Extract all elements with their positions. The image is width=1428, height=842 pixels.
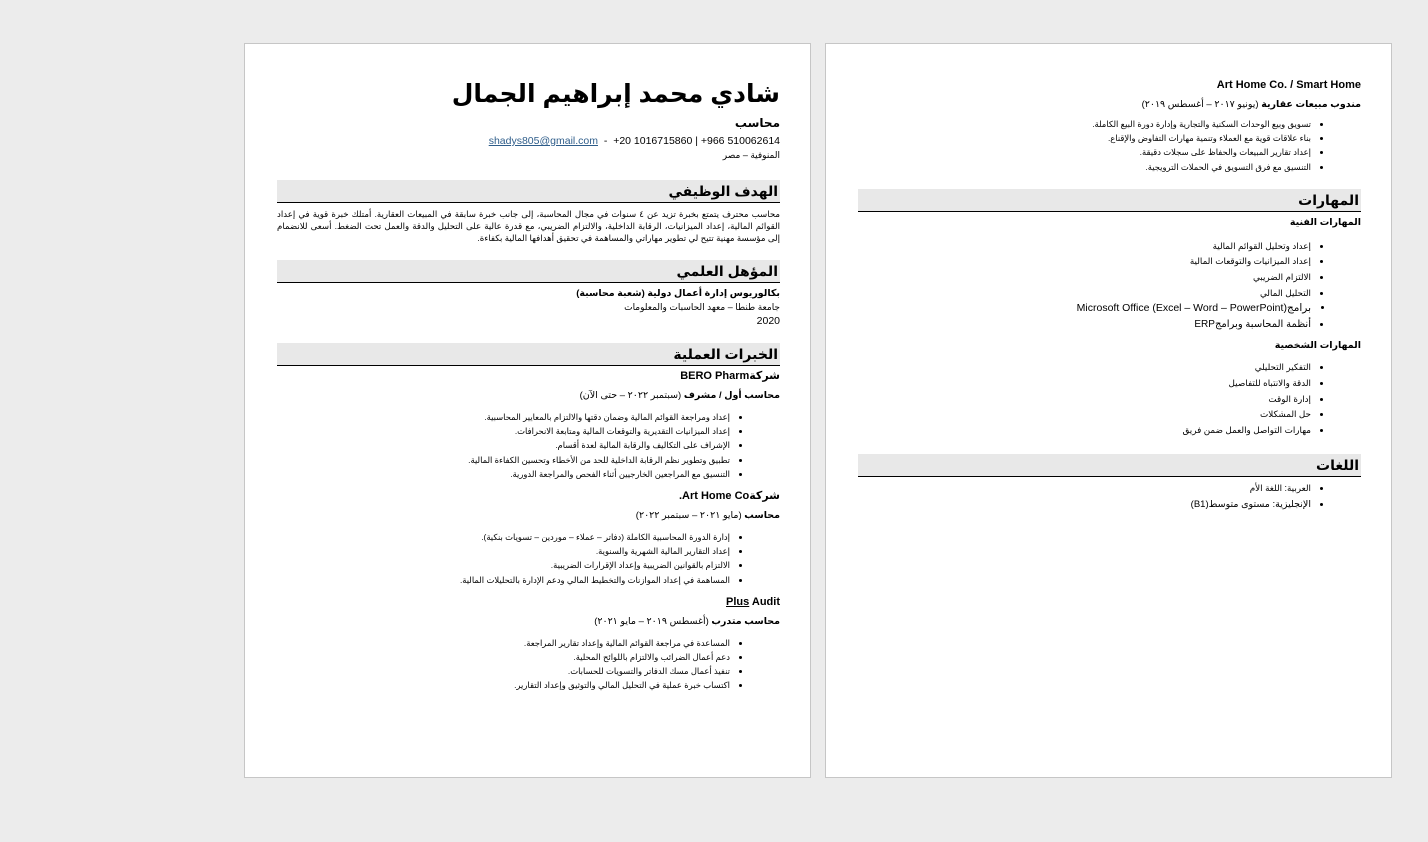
- list-item: • تسويق وبيع الوحدات السكنية والتجارية وإدارة دورة البيع الكاملة.: [858, 117, 1311, 131]
- education-heading: المؤهل العلمي: [277, 260, 780, 283]
- list-item: • حل المشكلات: [858, 407, 1311, 423]
- list-item: • برامج(Microsoft Office (Excel – Word – PowerPoint: [858, 301, 1311, 317]
- job-3-company: [277, 595, 780, 610]
- sales-job-period: (يونيو ٢٠١٧ – أغسطس ٢٠١٩): [1141, 99, 1259, 110]
- list-item: • التنسيق مع المراجعين الخارجيين أثناء الفحص والمراجعة الدورية.: [277, 467, 730, 481]
- list-item: • المساهمة في إعداد الموازنات والتخطيط المالي ودعم الإدارة بالتحليلات المالية.: [277, 573, 730, 587]
- job-3-company-rest: Audit: [751, 595, 780, 608]
- list-item: • دعم أعمال الضرائب والالتزام باللوائح المحلية.: [277, 650, 730, 664]
- list-item: • بناء علاقات قوية مع العملاء وتنمية مهارات التفاوض والإقناع.: [858, 131, 1311, 145]
- job-3-period: (أغسطس ٢٠١٩ – مايو ٢٠٢١): [594, 615, 709, 627]
- list-item: • إعداد الميزانيات التقديرية والتوقعات المالية ومتابعة الانحرافات.: [277, 424, 730, 438]
- list-item: • تنفيذ أعمال مسك الدفاتر والتسويات للحسابات.: [277, 664, 730, 678]
- job-3-bullets: [277, 636, 780, 693]
- list-item: • الالتزام بالقوانين الضريبية وإعداد الإقرارات الضريبية.: [277, 558, 730, 572]
- languages-list: [858, 481, 1361, 512]
- list-item: • إعداد الميزانيات والتوقعات المالية: [858, 254, 1311, 270]
- technical-skills-heading: المهارات الفنية: [1289, 216, 1361, 228]
- objective-text: محاسب محترف يتمتع بخبرة تزيد عن ٤ سنوات في مجال المحاسبة، إلى جانب خبرة سابقة في المبيعات العقارية. أمتلك خبرة قوية في إعداد القوائم المالية، إعداد الميزانيات، الرقابة الداخلية، والالتزام الضريبي، مع قدرة عالية على التحليل والدقة والعمل تحت الضغط. أسعى للانضمام إلى مؤسسة مهنية تتيح لي تطوير مهاراتي والمساهمة في تحقيق أهدافها المالية بكفاءة.: [277, 209, 781, 243]
- education-degree: بكالوريوس إدارة أعمال دولية (شعبة محاسبة): [576, 288, 780, 299]
- sales-job-company-name: Art Home Co. / Smart Home: [1216, 79, 1361, 91]
- list-item: • إعداد تقارير المبيعات والحفاظ على سجلات دقيقة.: [858, 145, 1311, 159]
- education-institution: جامعة طنطا – معهد الحاسبات والمعلومات: [624, 302, 780, 312]
- personal-skills-list: [858, 360, 1361, 438]
- list-item: • المساعدة في مراجعة القوائم المالية وإعداد تقارير المراجعة.: [277, 636, 730, 650]
- job-3-role: [277, 615, 780, 629]
- list-item: • إعداد التقارير المالية الشهرية والسنوية.: [277, 544, 730, 558]
- job-1-bullets: [277, 410, 780, 481]
- list-item: • التنسيق مع فرق التسويق في الحملات الترويجية.: [858, 160, 1311, 174]
- list-item: • إدارة الوقت: [858, 392, 1311, 408]
- education-year: 2020: [756, 315, 780, 327]
- job-1-company: شركةBERO Pharm: [680, 370, 780, 382]
- personal-skills-heading: المهارات الشخصية: [1274, 340, 1361, 352]
- sales-job-company: [858, 78, 1361, 92]
- list-item: • اكتساب خبرة عملية في التحليل المالي والتوثيق وإعداد التقارير.: [277, 678, 730, 692]
- email-link[interactable]: shadys805@gmail.com: [488, 135, 598, 147]
- job-2-company: شركةArt Home Co.: [678, 490, 780, 503]
- list-item: • العربية: اللغة الأم: [858, 481, 1311, 497]
- candidate-name: شادي محمد إبراهيم الجمال: [451, 80, 780, 108]
- page-2-content: [858, 44, 1361, 777]
- experience-heading: الخبرات العملية: [277, 343, 780, 366]
- sales-job-role-title: مندوب مبيعات عقارية: [1261, 99, 1361, 110]
- skills-heading: المهارات: [858, 189, 1361, 212]
- location: المنوفية – مصر: [722, 150, 780, 160]
- list-item: • التحليل المالي: [858, 286, 1311, 302]
- job-2-bullets: [277, 530, 780, 587]
- list-item: • الالتزام الضريبي: [858, 270, 1311, 286]
- job-2-role-title: محاسب: [744, 510, 780, 522]
- contact-separator: -: [603, 135, 608, 147]
- list-item: • إعداد وتحليل القوائم المالية: [858, 239, 1311, 255]
- document-page-1: [244, 43, 811, 778]
- phone-numbers: +20 1016715860 | +966 510062614: [613, 135, 780, 147]
- list-item: • أنظمة المحاسبة وبرامجERP: [858, 317, 1311, 333]
- candidate-title: محاسب: [734, 116, 780, 130]
- objective-heading: الهدف الوظيفي: [277, 180, 780, 203]
- list-item: • مهارات التواصل والعمل ضمن فريق: [858, 423, 1311, 439]
- document-page-2: [825, 43, 1392, 778]
- job-3-company-name: [726, 596, 780, 608]
- contact-line: [277, 134, 780, 148]
- job-3-company-underlined: Plus: [726, 595, 750, 608]
- list-item: • إعداد ومراجعة القوائم المالية وضمان دقتها والالتزام بالمعايير المحاسبية.: [277, 410, 730, 424]
- list-item: • الإنجليزية: مستوى متوسط(B1): [858, 497, 1311, 513]
- sales-job-bullets: [858, 117, 1361, 174]
- job-1-period: (سبتمبر ٢٠٢٢ – حتى الآن): [579, 390, 682, 401]
- list-item: • الدقة والانتباه للتفاصيل: [858, 376, 1311, 392]
- job-1-role-title: محاسب أول / مشرف: [683, 390, 780, 401]
- list-item: • الإشراف على التكاليف والرقابة المالية لعدة أقسام.: [277, 438, 730, 452]
- technical-skills-list: [858, 239, 1361, 333]
- sales-job-role: [858, 98, 1361, 112]
- list-item: • إدارة الدورة المحاسبية الكاملة (دفاتر – عملاء – موردين – تسويات بنكية).: [277, 530, 730, 544]
- list-item: • تطبيق وتطوير نظم الرقابة الداخلية للحد من الأخطاء وتحسين الكفاءة المالية.: [277, 453, 730, 467]
- job-2-role: [277, 509, 780, 523]
- page-1-content: [277, 44, 780, 777]
- job-1-role: [277, 389, 780, 403]
- job-2-period: (مايو ٢٠٢١ – سبتمبر ٢٠٢٢): [635, 510, 742, 522]
- list-item: • التفكير التحليلي: [858, 360, 1311, 376]
- job-3-role-title: محاسب متدرب: [711, 615, 780, 627]
- languages-heading: اللغات: [858, 454, 1361, 477]
